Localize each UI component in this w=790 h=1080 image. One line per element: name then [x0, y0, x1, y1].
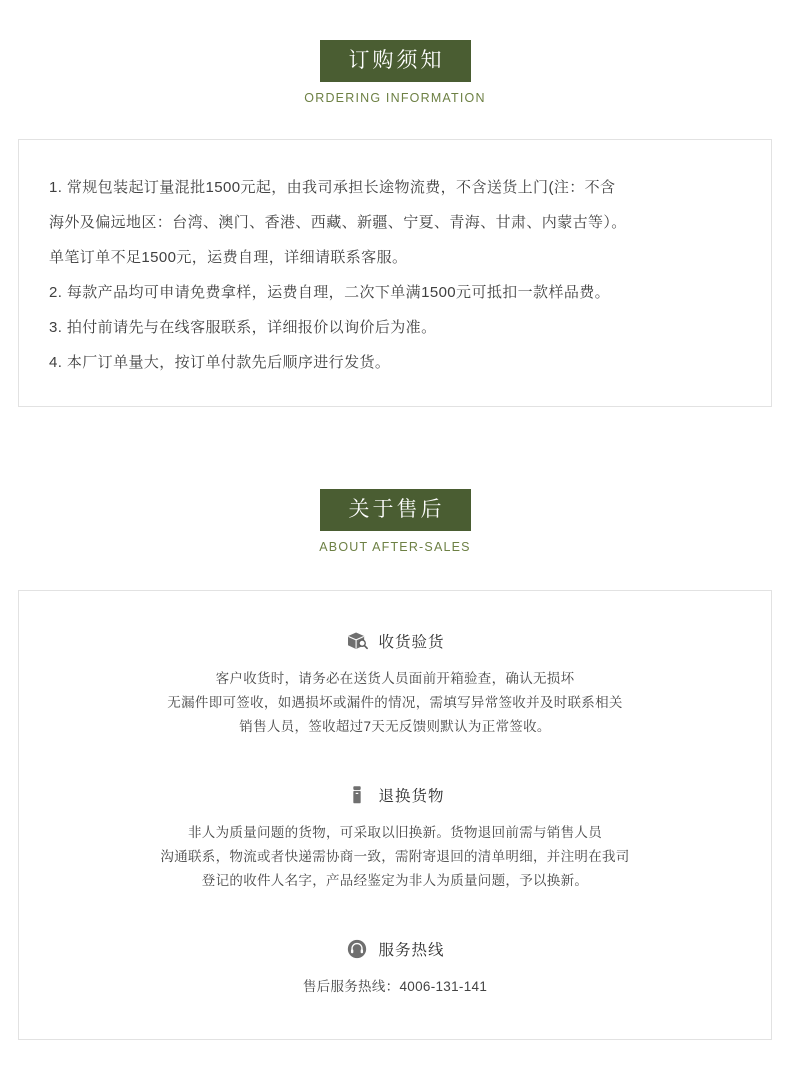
- spacer-between-blocks: [43, 893, 747, 937]
- spacer-header2-to-box: [0, 554, 790, 590]
- spacer-box-to-header2: [0, 407, 790, 489]
- ordering-line: 4. 本厂订单量大，按订单付款先后顺序进行发货。: [49, 354, 391, 372]
- aftersales-hotline: 售后服务热线：4006-131-141: [302, 979, 488, 995]
- return-box-icon: [345, 783, 369, 807]
- headset-icon: [345, 937, 369, 961]
- aftersales-block: [43, 783, 747, 893]
- ordering-line: 2. 每款产品均可申请免费拿样，运费自理，二次下单满1500元可抵扣一款样品费。: [49, 284, 611, 302]
- aftersales-block-heading: 服务热线: [378, 942, 445, 960]
- aftersales-block: [43, 937, 747, 999]
- aftersales-block-title: [43, 783, 747, 807]
- ordering-line: 3. 拍付前请先与在线客服联系，详细报价以询价后为准。: [49, 319, 437, 337]
- aftersales-block-heading: 收货验货: [378, 634, 445, 652]
- ordering-title-cn: 订购须知: [320, 40, 471, 82]
- aftersales-block-line: 非人为质量问题的货物，可采取以旧换新。货物退回前需与销售人员: [188, 825, 602, 841]
- ordering-section-header: [0, 40, 790, 105]
- aftersales-block-line: 登记的收件人名字，产品经鉴定为非人为质量问题，予以换新。: [201, 873, 589, 889]
- spacer-between-blocks: [43, 739, 747, 783]
- aftersales-box: [18, 590, 772, 1040]
- aftersales-block-line: 客户收货时，请务必在送货人员面前开箱验查，确认无损坏: [215, 671, 575, 687]
- spacer-top: [0, 0, 790, 40]
- aftersales-block-line: 销售人员，签收超过7天无反馈则默认为正常签收。: [239, 719, 551, 735]
- aftersales-block: [43, 629, 747, 739]
- ordering-line: 单笔订单不足1500元，运费自理，详细请联系客服。: [49, 249, 408, 267]
- aftersales-section-header: [0, 489, 790, 554]
- aftersales-block-title: [43, 629, 747, 653]
- ordering-line: 海外及偏远地区：台湾、澳门、香港、西藏、新疆、宁夏、青海、甘肃、内蒙古等）。: [49, 214, 627, 232]
- aftersales-block-heading: 退换货物: [378, 788, 445, 806]
- aftersales-block-line: 无漏件即可签收，如遇损坏或漏件的情况，需填写异常签收并及时联系相关: [167, 695, 623, 711]
- ordering-line: 1. 常规包装起订量混批1500元起，由我司承担长途物流费，不含送货上门(注：不含: [49, 179, 616, 197]
- aftersales-title-cn: 关于售后: [320, 489, 471, 531]
- package-inspect-icon: [345, 629, 369, 653]
- spacer-bottom: [0, 1040, 790, 1080]
- aftersales-block-line: 沟通联系，物流或者快递需协商一致，需附寄退回的清单明细，并注明在我司: [160, 849, 630, 865]
- spacer-header-to-box: [0, 105, 790, 139]
- aftersales-block-title: [43, 937, 747, 961]
- aftersales-title-en: ABOUT AFTER-SALES: [319, 540, 471, 555]
- ordering-title-en: ORDERING INFORMATION: [304, 91, 486, 106]
- ordering-info-box: [18, 139, 772, 407]
